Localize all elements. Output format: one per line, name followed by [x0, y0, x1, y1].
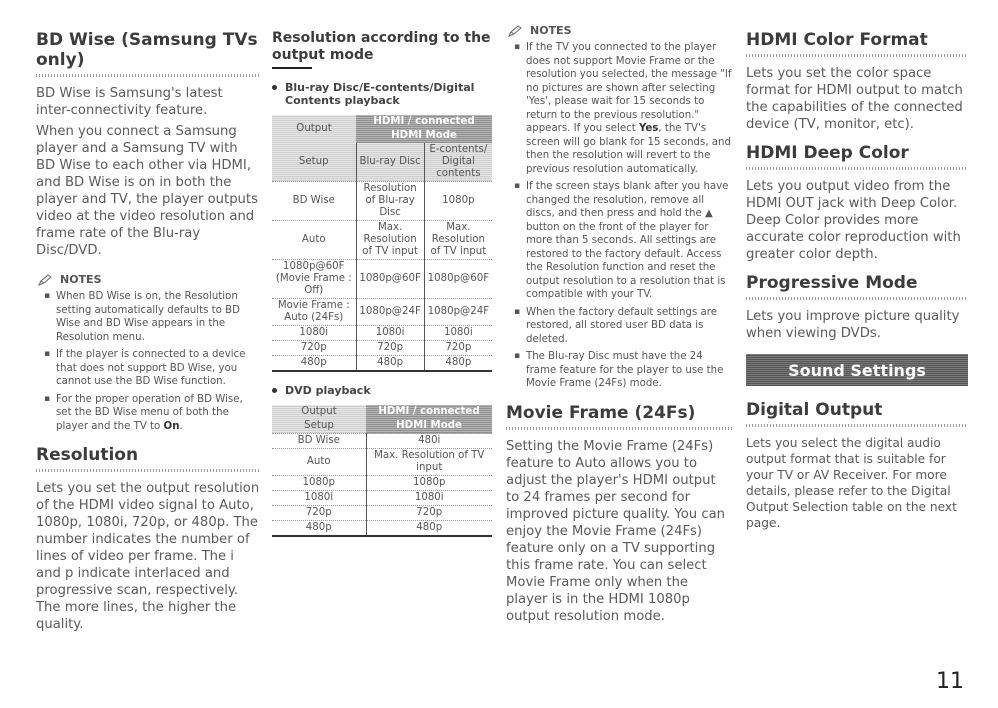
table-cell: 480p — [366, 521, 492, 537]
table-cell: 1080p@24F — [424, 299, 492, 326]
table-cell: Max. Resolution of TV input — [366, 449, 492, 476]
heading-rule — [746, 297, 968, 300]
hdmi-deep-color-heading: HDMI Deep Color — [746, 143, 909, 163]
resolution-notes-list — [506, 41, 732, 391]
hdmi-color-format-heading: HDMI Color Format — [746, 30, 928, 50]
bullet-text: DVD playback — [285, 384, 371, 397]
note-item: ▪ When BD Wise is on, the Resolution setting automatically defaults to BD Wise and BD Wise appears in the Resolution menu. — [56, 290, 260, 344]
hdmi-connected-header: HDMI / connected — [366, 405, 492, 419]
pencil-icon — [508, 25, 522, 37]
heading-rule — [746, 54, 968, 57]
progressive-mode-body: Lets you improve picture quality when viewing DVDs. — [746, 309, 960, 341]
table-cell: 720p — [356, 341, 424, 356]
column-1 — [36, 30, 260, 633]
table-cell: 1080i — [356, 326, 424, 341]
table-cell: 480i — [366, 434, 492, 449]
table-cell: Max. Resolution of TV input — [424, 221, 492, 260]
heading-rule — [36, 74, 260, 77]
bdwise-notes-list — [36, 290, 260, 433]
corner-output: Output — [272, 405, 366, 419]
column-3 — [506, 24, 732, 625]
corner-setup: Setup — [272, 419, 366, 434]
table-cell: 720p — [424, 341, 492, 356]
bdwise-paragraph-1: BD Wise is Samsung's latest inter-connectivity feature. — [36, 86, 223, 118]
table-row — [272, 299, 492, 326]
heading-rule — [746, 167, 968, 170]
table-cell: 1080i — [272, 326, 356, 341]
output-mode-heading: Resolution according to the output mode — [272, 30, 491, 63]
column-2 — [272, 30, 492, 537]
hdmi-color-format-body: Lets you set the color space format for HDMI output to match the capabilities of the connected device (TV, monitor, etc). — [746, 66, 963, 132]
table-cell: Max. Resolution of TV input — [356, 221, 424, 260]
corner-output: Output — [272, 115, 356, 143]
table-row — [272, 260, 492, 299]
heading-rule — [272, 67, 312, 69]
table-cell: 480p — [424, 356, 492, 372]
note-item: ▪ If the player is connected to a device that does not support BD Wise, you cannot use the BD Wise function. — [56, 348, 260, 389]
table-cell: 1080p — [272, 476, 366, 491]
table-row — [272, 506, 492, 521]
digital-output-body: Lets you select the digital audio output format that is suitable for your TV or AV Receiver. For more details, please refer to the Digital Output Selection table on the next page. — [746, 436, 957, 530]
table-cell: 1080i — [366, 491, 492, 506]
note-item: ▪ The Blu-ray Disc must have the 24 frame feature for the player to use the Movie Frame (24Fs) mode. — [526, 350, 732, 391]
notes-header — [38, 273, 260, 286]
note-item — [526, 41, 732, 176]
bdwise-body — [36, 85, 260, 259]
notes-header — [508, 24, 732, 37]
bullet-dot — [272, 388, 277, 393]
pencil-icon — [38, 274, 52, 286]
table-cell: 1080p — [366, 476, 492, 491]
note-item — [56, 393, 260, 434]
table-cell: 1080p — [424, 182, 492, 221]
bullet-dot — [272, 85, 277, 90]
bluray-col-header: Blu-ray Disc — [356, 143, 424, 182]
heading-rule — [746, 424, 968, 427]
note-text: . — [179, 420, 183, 432]
table-row — [272, 356, 492, 372]
dvd-resolution-table — [272, 405, 492, 537]
bluray-resolution-table — [272, 115, 492, 372]
page-number: 11 — [936, 669, 964, 694]
notes-label: NOTES — [60, 273, 102, 286]
bluray-bullet — [272, 81, 492, 107]
table-row — [272, 491, 492, 506]
table-cell: BD Wise — [272, 434, 366, 449]
hdmi-deep-color-body: Lets you output video from the HDMI OUT jack with Deep Color. Deep Color provides more accurate color reproduction with greater color depth. — [746, 179, 961, 262]
table-cell: 480p — [272, 356, 356, 372]
table-cell: 1080p@60F — [356, 260, 424, 299]
bullet-text: Blu-ray Disc/E-contents/Digital Contents playback — [285, 81, 475, 107]
notes-label: NOTES — [530, 24, 572, 37]
hdmi-connected-header: HDMI / connected — [356, 115, 492, 129]
corner-setup: Setup — [272, 143, 356, 182]
table-cell: 1080p@24F — [356, 299, 424, 326]
table-row — [272, 521, 492, 537]
table-row — [272, 182, 492, 221]
table-cell: Auto — [272, 221, 356, 260]
dvd-bullet — [272, 384, 492, 397]
hdmi-mode-header: HDMI Mode — [356, 129, 492, 143]
resolution-heading: Resolution — [36, 445, 139, 465]
heading-rule — [36, 469, 260, 472]
table-cell: 1080i — [424, 326, 492, 341]
note-bold: On — [163, 420, 180, 432]
table-row — [272, 476, 492, 491]
sound-settings-banner: Sound Settings — [746, 354, 968, 386]
progressive-mode-heading: Progressive Mode — [746, 273, 918, 293]
table-row — [272, 449, 492, 476]
table-cell: Movie Frame : Auto (24Fs) — [272, 299, 356, 326]
table-cell: 480p — [272, 521, 366, 537]
heading-rule — [506, 427, 732, 430]
table-row — [272, 341, 492, 356]
resolution-body: Lets you set the output resolution of the HDMI video signal to Auto, 1080p, 1080i, 720p, or 480p. The number indicates the number of lines of video per frame. The i and p indicate interlaced and progressive scan, respectively. The more lines, the higher the quality. — [36, 481, 260, 632]
table-cell: 1080p@60F — [424, 260, 492, 299]
column-4 — [746, 30, 968, 531]
table-cell: BD Wise — [272, 182, 356, 221]
table-row — [272, 221, 492, 260]
bdwise-heading: BD Wise (Samsung TVs only) — [36, 30, 258, 70]
table-cell: 1080p@60F (Movie Frame : Off) — [272, 260, 356, 299]
table-cell: Auto — [272, 449, 366, 476]
econtents-col-header: E-contents/ Digital contents — [424, 143, 492, 182]
note-item: ▪ If the screen stays blank after you have changed the resolution, remove all discs, and then press and hold the ▲ button on the front of the player for more than 5 seconds. All settings are restored to the factory default. Access the Resolution function and reset the output resolution to a resolution that is compatible with your TV. — [526, 180, 732, 302]
note-text: If the TV you connected to the player does not support Movie Frame or the resolution you selected, the message "If no pictures are shown after selecting 'Yes', please wait for 15 seconds to return to the previous resolution." appears. If you select — [526, 42, 732, 134]
digital-output-heading: Digital Output — [746, 400, 883, 420]
hdmi-mode-header: HDMI Mode — [366, 419, 492, 434]
table-row — [272, 326, 492, 341]
table-cell: 720p — [272, 341, 356, 356]
table-cell: 1080i — [272, 491, 366, 506]
table-cell: 720p — [272, 506, 366, 521]
note-item: ▪ When the factory default settings are restored, all stored user BD data is deleted. — [526, 306, 732, 347]
note-bold: Yes — [638, 123, 659, 134]
table-cell: 720p — [366, 506, 492, 521]
movie-frame-heading: Movie Frame (24Fs) — [506, 402, 696, 423]
movie-frame-body: Setting the Movie Frame (24Fs) feature to Auto allows you to adjust the player's HDMI output to 24 frames per second for improved picture quality. You can enjoy the Movie Frame (24Fs) feature only on a TV supporting this frame rate. You can select Movie Frame only when the player is in the HDMI 1080p output resolution mode. — [506, 438, 726, 624]
table-cell: 480p — [356, 356, 424, 372]
bdwise-paragraph-2: When you connect a Samsung player and a Samsung TV with BD Wise to each other via HDMI, and BD Wise is on in both the player and TV, the player outputs video at the video resolution and frame rate of the Blu-ray Disc/DVD. — [36, 124, 258, 258]
note-text: , the TV's screen will go blank for 15 seconds, and then the resolution will revert to the previous resolution automatically. — [526, 123, 731, 175]
table-cell: Resolution of Blu-ray Disc — [356, 182, 424, 221]
note-text: For the proper operation of BD Wise, set the BD Wise menu of both the player and the TV to — [56, 393, 243, 432]
table-row — [272, 434, 492, 449]
